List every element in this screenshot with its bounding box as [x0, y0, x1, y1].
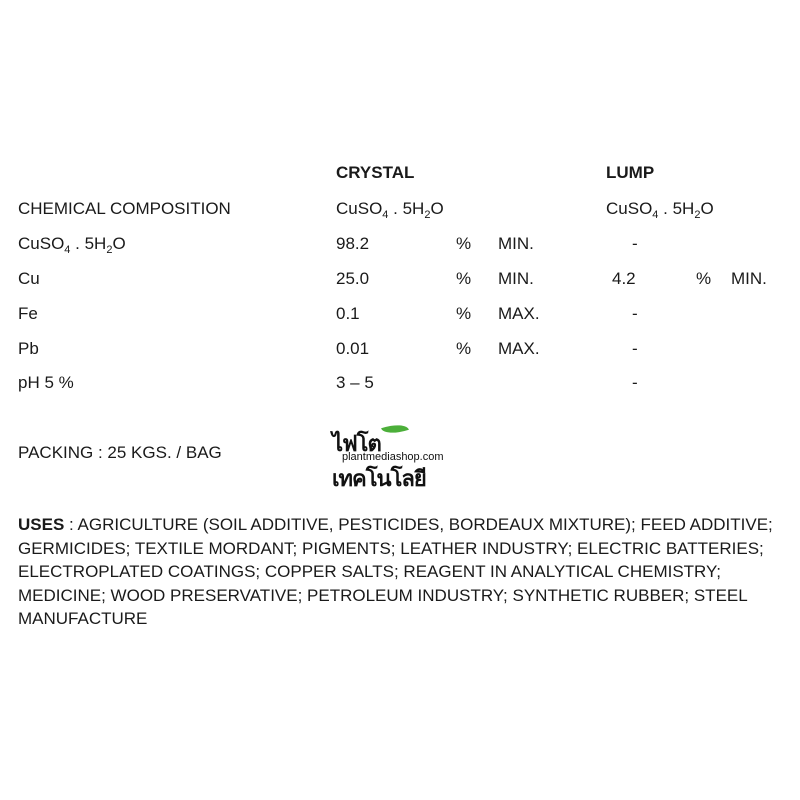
crystal-unit: %: [456, 339, 472, 358]
lump-formula: [606, 199, 714, 219]
crystal-formula: [336, 199, 444, 219]
formula-part: O: [112, 234, 126, 253]
formula-part: CuSO: [336, 199, 383, 218]
lump-value: 4.2: [612, 269, 636, 288]
crystal-limit: MAX.: [498, 304, 540, 323]
uses-label: USES: [18, 515, 65, 534]
formula-part: 4: [382, 209, 389, 221]
formula-part: O: [700, 199, 714, 218]
row-label: Pb: [18, 339, 39, 358]
row-label: pH 5 %: [18, 373, 74, 392]
company-logo: [330, 424, 454, 491]
crystal-value: 0.1: [336, 304, 360, 323]
crystal-limit: MIN.: [498, 269, 534, 288]
formula-part: . 5H: [70, 234, 107, 253]
lump-value: -: [632, 234, 638, 253]
crystal-value: 98.2: [336, 234, 370, 253]
lump-limit: MIN.: [731, 269, 767, 288]
row-label: Fe: [18, 304, 38, 323]
formula-part: . 5H: [658, 199, 695, 218]
lump-value: -: [632, 304, 638, 323]
crystal-value: 3 – 5: [336, 373, 374, 392]
row-label: CHEMICAL COMPOSITION: [18, 199, 231, 218]
packing-info: PACKING : 25 KGS. / BAG: [18, 443, 222, 462]
crystal-unit: %: [456, 269, 472, 288]
formula-part: 2: [424, 209, 431, 221]
crystal-unit: %: [456, 234, 472, 253]
lump-value: -: [632, 339, 638, 358]
header-crystal: CRYSTAL: [336, 163, 415, 182]
crystal-value: 0.01: [336, 339, 370, 358]
crystal-limit: MIN.: [498, 234, 534, 253]
row-label-formula: [18, 234, 126, 254]
lump-unit: %: [696, 269, 712, 288]
formula-part: 2: [106, 244, 113, 256]
uses-text: : AGRICULTURE (SOIL ADDITIVE, PESTICIDES, BORDEAUX MIXTURE); FEED ADDITIVE; GERMICIDES; TEXTILE MORDANT; PIGMENTS; LEATHER INDUSTRY; ELECTRIC BATTERIES; ELECTROPLATED COATINGS; COPPER SALTS; REAGENT IN ANALYTICAL CHEMISTRY; MEDICINE; WOOD PRESERVATIVE; PETROLEUM INDUSTRY; SYNTHETIC RUBBER; STEEL MANUFACTURE: [18, 515, 773, 628]
formula-part: . 5H: [388, 199, 425, 218]
formula-part: CuSO: [18, 234, 65, 253]
uses-paragraph: [18, 513, 788, 631]
lump-value: -: [632, 373, 638, 392]
logo-url: plantmediashop.com: [342, 451, 444, 463]
row-label: Cu: [18, 269, 40, 288]
crystal-unit: %: [456, 304, 472, 323]
header-lump: LUMP: [606, 163, 655, 182]
formula-part: O: [430, 199, 444, 218]
crystal-limit: MAX.: [498, 339, 540, 358]
formula-part: 4: [652, 209, 659, 221]
formula-part: 4: [64, 244, 71, 256]
formula-part: CuSO: [606, 199, 653, 218]
logo-thai-text: ไฟโตเทคโนโลยี: [332, 431, 426, 491]
formula-part: 2: [694, 209, 701, 221]
crystal-value: 25.0: [336, 269, 370, 288]
